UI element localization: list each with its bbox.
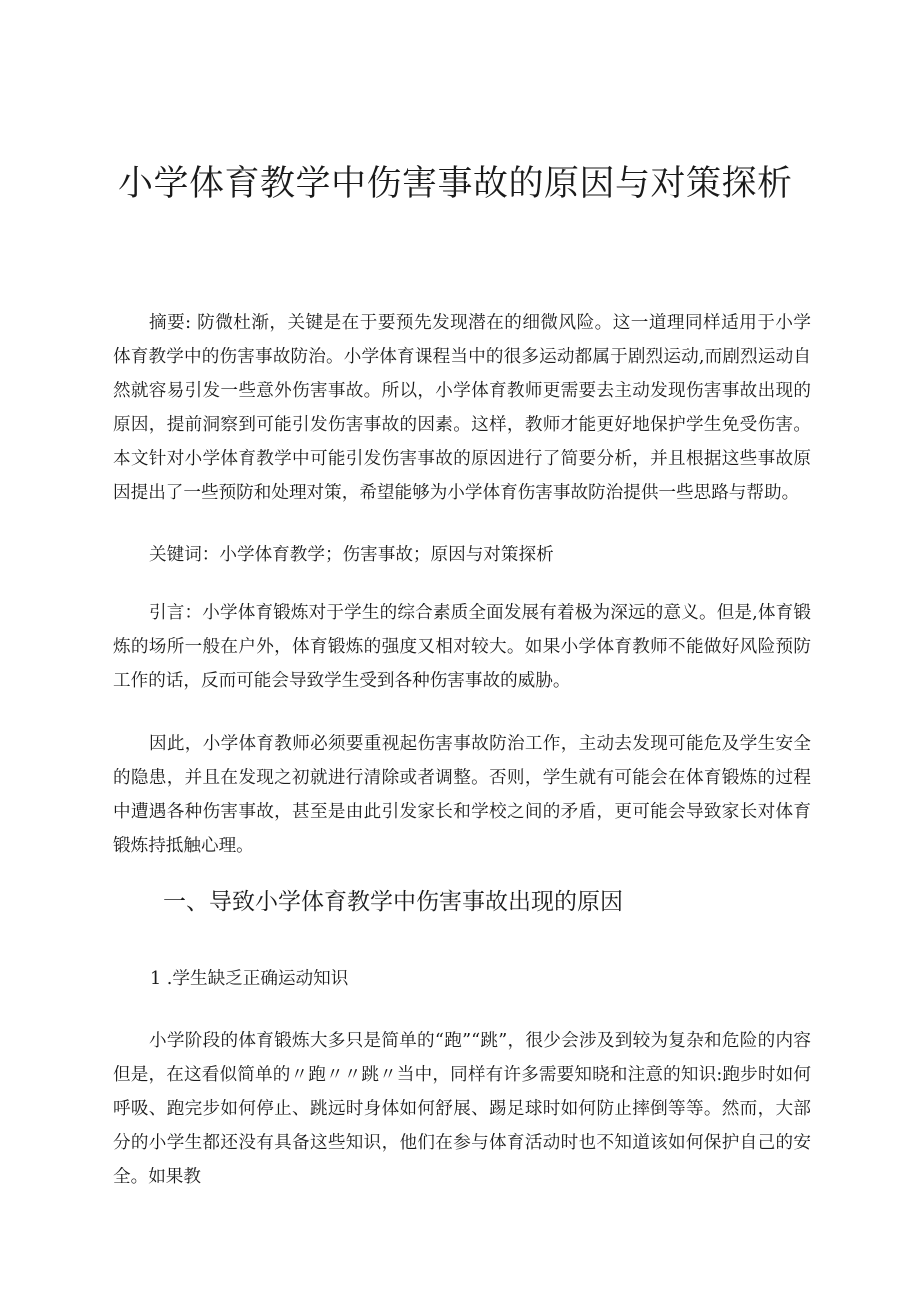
abstract-paragraph: 摘要: 防微杜渐，关键是在于要预先发现潜在的细微风险。这一道理同样适用于小学体育教学中的伤害事故防治。小学体育课程当中的很多运动都属于剧烈运动,而剧烈运动自然就容易引发一些意外伤害事故。所以，小学体育教师更需要去主动发现伤害事故出现的原因，提前洞察到可能引发伤害事故的因素。这样，教师才能更好地保护学生免受伤害。本文针对小学体育教学中可能引发伤害事故的原因进行了简要分析，并且根据这些事故原因提出了一些预防和处理对策，希望能够为小学体育伤害事故防治提供一些思路与帮助。 bbox=[113, 313, 811, 503]
section-heading: 一、导致小学体育教学中伤害事故出现的原因 bbox=[163, 889, 623, 915]
subsection-heading: 1 .学生缺乏正确运动知识 bbox=[150, 969, 349, 989]
subsection-body-paragraph: 小学阶段的体育锻炼大多只是简单的“跑”“跳”，很少会涉及到较为复杂和危险的内容但是，在这看似简单的〃跑〃〃跳〃当中，同样有许多需要知晓和注意的知识:跑步时如何呼吸、跑完步如何停止、跳远时身体如何舒展、踢足球时如何防止摔倒等等。然而，大部分的小学生都还没有具备这些知识，他们在参与体育活动时也不知道该如何保护自己的安全。如果教 bbox=[113, 1031, 811, 1187]
introduction-paragraph: 引言：小学体育锻炼对于学生的综合素质全面发展有着极为深远的意义。但是,体育锻炼的场所一般在户外，体育锻炼的强度又相对较大。如果小学体育教师不能做好风险预防工作的话，反而可能会导致学生受到各种伤害事故的威胁。 bbox=[113, 603, 811, 691]
body-paragraph: 因此，小学体育教师必须要重视起伤害事故防治工作，主动去发现可能危及学生安全的隐患，并且在发现之初就进行清除或者调整。否则，学生就有可能会在体育锻炼的过程中遭遇各种伤害事故，甚至是由此引发家长和学校之间的矛盾，更可能会导致家长对体育锻炼持抵触心理。 bbox=[113, 734, 811, 856]
keywords-paragraph: 关键词：小学体育教学；伤害事故；原因与对策探析 bbox=[149, 545, 554, 565]
document-title: 小学体育教学中伤害事故的原因与对策探析 bbox=[118, 164, 793, 204]
